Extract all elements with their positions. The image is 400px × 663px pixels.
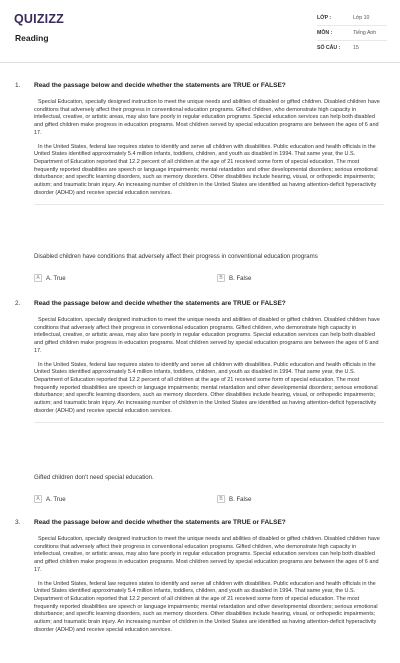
meta-row-count [317,41,387,55]
option-label: A. True [46,495,66,503]
question-number: 3. [15,519,21,526]
option-label: B. False [229,495,252,503]
option-a[interactable] [34,495,66,503]
passage-paragraph: In the United States, federal law requires states to identify and serve all children with disabilities. Public education and health officials in the United States identified approximately 5.4 million infants, toddlers, children, and youth as disabled in 1994. That same year, the U.S. Department of Education reported that 12.2 percent of all children at the age of 21 received some form of special education. The most frequently reported disabilities are speech or language impairments; mental retardation and other developmental disorders; serious emotional disturbance; and specific learning disorders, such as memory disorders. Other disabilities include hearing, visual, or orthopedic impairments; autism; and traumatic brain injury. An increasing number of children in the United States are identified as having attention-deficit hyperactivity disorder (ADHD) and receive special education services. [34,580,378,633]
meta-label: LỚP : [317,15,332,21]
passage-paragraph: Special Education, specially designed instruction to meet the unique needs and abilities of disabled or gifted children. Disabled children have conditions that adversely affect their progress in conventional education programs. Gifted children, who demonstrate high capacity in intellectual, creative, or artistic areas, may also fare poorly in regular education programs. Special education services can help both disabled and gifted children make progress in education programs. Most children served by special education programs are between the ages of 6 and 17. [34,317,380,354]
question-3 [0,519,400,663]
worksheet-title: Reading [15,33,49,43]
quizizz-logo: QUIZIZZ [14,12,65,26]
question-statement: Disabled children have conditions that adversely affect their progress in conventional education programs [34,253,318,260]
meta-row-subject [317,26,387,41]
passage-paragraph: In the United States, federal law requires states to identify and serve all children with disabilities. Public education and health officials in the United States identified approximately 5.4 million infants, toddlers, children, and youth as disabled in 1994. That same year, the U.S. Department of Education reported that 12.2 percent of all children at the age of 21 received some form of special education. The most frequently reported disabilities are speech or language impairments; mental retardation and other developmental disorders; serious emotional disturbance; and specific learning disorders, such as memory disorders. Other disabilities include hearing, visual, or orthopedic impairments; autism; and traumatic brain injury. An increasing number of children in the United States are identified as having attention-deficit hyperactivity disorder (ADHD) and receive special education services. [34,143,378,196]
option-letter-box: B [217,495,225,503]
passage-paragraph: Special Education, specially designed instruction to meet the unique needs and abilities of disabled or gifted children. Disabled children have conditions that adversely affect their progress in conventional education programs. Gifted children, who demonstrate high capacity in intellectual, creative, or artistic areas, may also fare poorly in regular education programs. Special education services can help both disabled and gifted children make progress in education programs. Most children served by special education programs are between the ages of 6 and 17. [34,536,380,573]
meta-label: SỐ CÂU : [317,45,341,51]
option-a[interactable] [34,274,66,282]
option-label: A. True [46,274,66,282]
reading-passage [34,536,384,641]
option-b[interactable] [217,274,251,282]
meta-label: MÔN : [317,30,333,36]
passage-paragraph: Special Education, specially designed instruction to meet the unique needs and abilities of disabled or gifted children. Disabled children have conditions that adversely affect their progress in conventional education programs. Gifted children, who demonstrate high capacity in intellectual, creative, or artistic areas, may also fare poorly in regular education programs. Special education services can help both disabled and gifted children make progress in education programs. Most children served by special education programs are between the ages of 6 and 17. [34,99,380,136]
reading-passage [34,317,384,423]
option-letter-box: A [34,274,42,282]
meta-value: Lớp 10 [353,15,370,21]
reading-passage [34,99,384,205]
option-letter-box: A [34,495,42,503]
passage-paragraph: In the United States, federal law requires states to identify and serve all children with disabilities. Public education and health officials in the United States identified approximately 5.4 million infants, toddlers, children, and youth as disabled in 1994. That same year, the U.S. Department of Education reported that 12.2 percent of all children at the age of 21 received some form of special education. The most frequently reported disabilities are speech or language impairments; mental retardation and other developmental disorders; serious emotional disturbance; and specific learning disorders, such as memory disorders. Other disabilities include hearing, visual, or orthopedic impairments; autism; and traumatic brain injury. An increasing number of children in the United States are identified as having attention-deficit hyperactivity disorder (ADHD) and receive special education services. [34,361,378,414]
question-instruction: Read the passage below and decide whether the statements are TRUE or FALSE? [34,82,286,89]
worksheet-header [0,0,400,63]
question-number: 2. [15,300,21,307]
meta-value: 15 [353,45,359,51]
option-letter-box: B [217,274,225,282]
meta-row-class [317,11,387,26]
option-b[interactable] [217,495,251,503]
question-statement: Gifted children don't need special education. [34,474,154,481]
question-number: 1. [15,82,21,89]
question-instruction: Read the passage below and decide whether the statements are TRUE or FALSE? [34,519,286,526]
option-label: B. False [229,274,252,282]
worksheet-meta [317,11,387,55]
meta-value: Tiếng Anh [353,30,377,36]
question-instruction: Read the passage below and decide whether the statements are TRUE or FALSE? [34,300,286,307]
